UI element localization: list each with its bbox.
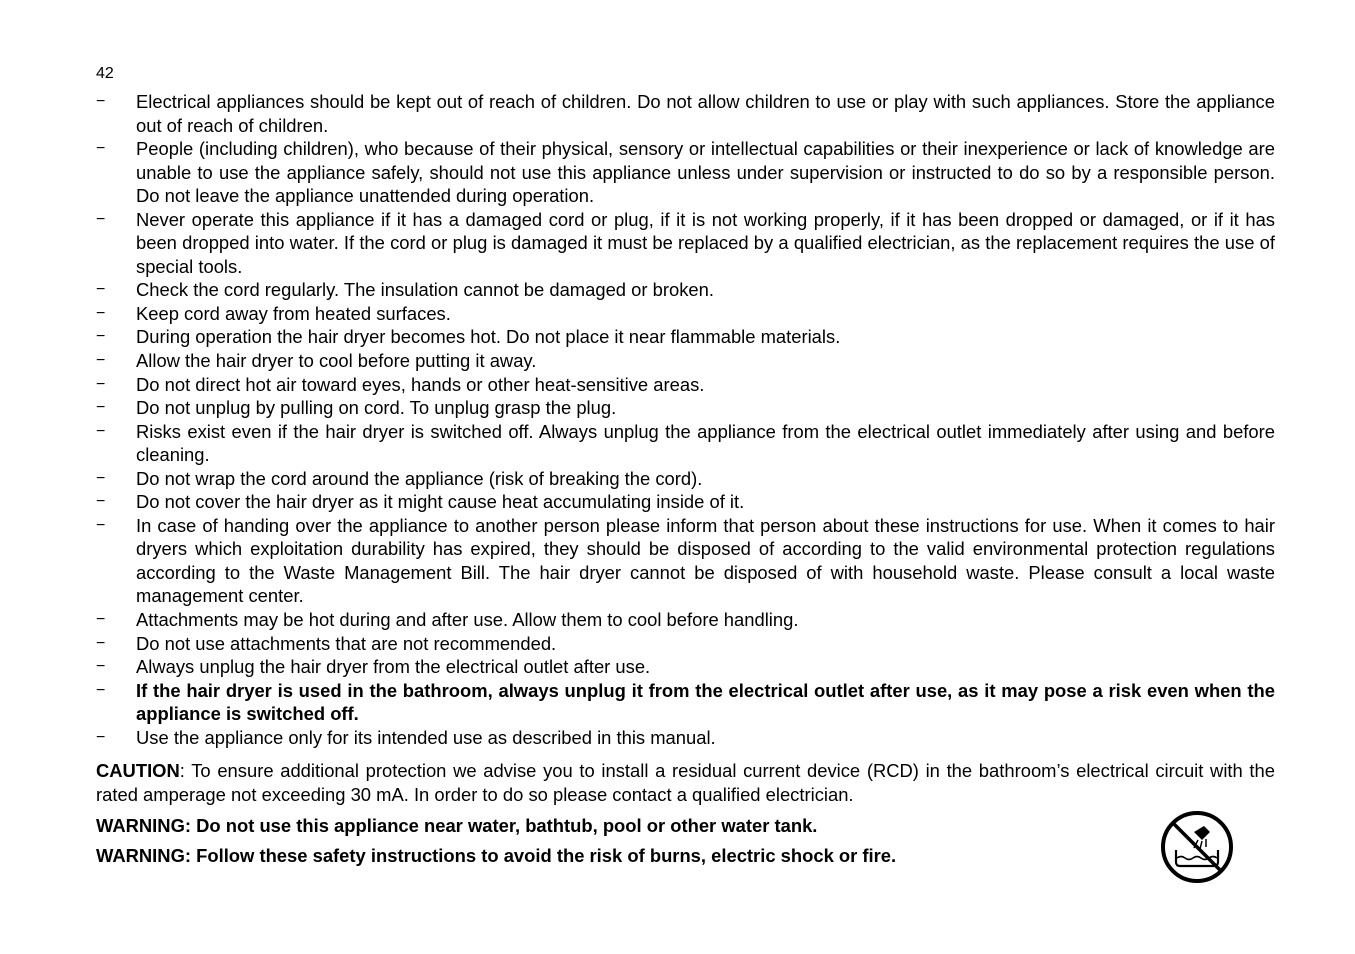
list-item-text: Always unplug the hair dryer from the electrical outlet after use. bbox=[136, 656, 651, 678]
warning-safety: WARNING: Follow these safety instructions to avoid the risk of burns, electric shock or fire. bbox=[96, 845, 897, 866]
warning-water: WARNING: Do not use this appliance near water, bathtub, pool or other water tank. bbox=[96, 815, 818, 836]
list-item bbox=[96, 278, 1275, 302]
list-item-text: Do not use attachments that are not recommended. bbox=[136, 632, 557, 654]
dash-bullet: − bbox=[96, 304, 106, 322]
caution-label: CAUTION bbox=[96, 760, 180, 781]
list-item-text: Do not direct hot air toward eyes, hands or other heat-sensitive areas. bbox=[136, 373, 705, 395]
list-item bbox=[96, 514, 1275, 608]
dash-bullet: − bbox=[96, 493, 106, 511]
list-item-text: Risks exist even if the hair dryer is switched off. Always unplug the appliance from the electrical outlet immediately after using and before cleaning. bbox=[136, 420, 1275, 466]
list-item bbox=[96, 349, 1275, 373]
dash-bullet: − bbox=[96, 728, 106, 746]
safety-instructions-list bbox=[96, 90, 1275, 749]
caution-paragraph bbox=[96, 759, 1275, 806]
list-item bbox=[96, 420, 1275, 467]
list-item-text: Do not wrap the cord around the appliance (risk of breaking the cord). bbox=[136, 467, 703, 489]
list-item-text: Use the appliance only for its intended use as described in this manual. bbox=[136, 726, 716, 748]
list-item bbox=[96, 325, 1275, 349]
dash-bullet: − bbox=[96, 93, 106, 110]
dash-bullet: − bbox=[96, 516, 106, 534]
list-item bbox=[96, 632, 1275, 656]
list-item-text: People (including children), who because of their physical, sensory or intellectual capabilities or their inexperience or lack of knowledge are unable to use the appliance safely, should not use this appliance unless under supervision or instructed to do so by a responsible person. Do not leave the appliance unattended during operation. bbox=[136, 138, 1275, 207]
list-item-text: Attachments may be hot during and after use. Allow them to cool before handling. bbox=[136, 609, 799, 631]
page-number: 42 bbox=[96, 65, 114, 82]
list-item bbox=[96, 373, 1275, 397]
list-item-text: Never operate this appliance if it has a damaged cord or plug, if it is not working properly, if it has been dropped or damaged, or if it has been dropped into water. If the cord or plug is damaged it must be replaced by a qualified electrician, as the replacement requires the use of special tools. bbox=[136, 208, 1275, 277]
dash-bullet: − bbox=[96, 352, 106, 370]
list-item bbox=[96, 90, 1275, 137]
list-item bbox=[96, 726, 1275, 750]
dash-bullet: − bbox=[96, 210, 106, 228]
list-item-text: Electrical appliances should be kept out of reach of children. Do not allow children to use or play with such appliances. Store the appliance out of reach of children. bbox=[136, 91, 1275, 136]
list-item-text: Do not cover the hair dryer as it might cause heat accumulating inside of it. bbox=[136, 491, 745, 513]
list-item-text: Keep cord away from heated surfaces. bbox=[136, 302, 451, 324]
dash-bullet: − bbox=[96, 681, 106, 699]
list-item-text: During operation the hair dryer becomes hot. Do not place it near flammable materials. bbox=[136, 326, 841, 348]
dash-bullet: − bbox=[96, 634, 106, 652]
list-item bbox=[96, 208, 1275, 279]
dash-bullet: − bbox=[96, 328, 106, 346]
no-water-near-bathtub-icon bbox=[1160, 810, 1234, 884]
dash-bullet: − bbox=[96, 611, 106, 629]
dash-bullet: − bbox=[96, 658, 106, 676]
list-item bbox=[96, 396, 1275, 420]
dash-bullet: − bbox=[96, 281, 106, 299]
list-item bbox=[96, 608, 1275, 632]
dash-bullet: − bbox=[96, 140, 106, 158]
dash-bullet: − bbox=[96, 469, 106, 487]
list-item bbox=[96, 679, 1275, 726]
list-item-text: Check the cord regularly. The insulation cannot be damaged or broken. bbox=[136, 279, 714, 301]
list-item-text: Do not unplug by pulling on cord. To unplug grasp the plug. bbox=[136, 397, 617, 419]
list-item-text: Allow the hair dryer to cool before putting it away. bbox=[136, 350, 537, 372]
dash-bullet: − bbox=[96, 399, 106, 417]
list-item bbox=[96, 137, 1275, 208]
dash-bullet: − bbox=[96, 422, 106, 440]
list-item bbox=[96, 655, 1275, 679]
caution-text: : To ensure additional protection we advise you to install a residual current device (RCD) in the bathroom’s electrical circuit with the rated amperage not exceeding 30 mA. In order to do so please contact a qualified electrician. bbox=[96, 760, 1275, 805]
list-item bbox=[96, 467, 1275, 491]
list-item bbox=[96, 490, 1275, 514]
list-item-text: In case of handing over the appliance to another person please inform that person about these instructions for use. When it comes to hair dryers which exploitation durability has expired, they should be disposed of according to the valid environmental protection regulations according to the Waste Management Bill. The hair dryer cannot be disposed of with household waste. Please consult a local waste management center. bbox=[136, 514, 1275, 607]
list-item bbox=[96, 302, 1275, 326]
dash-bullet: − bbox=[96, 375, 106, 393]
list-item-text: If the hair dryer is used in the bathroom, always unplug it from the electrical outlet after use, as it may pose a risk even when the appliance is switched off. bbox=[136, 679, 1275, 725]
